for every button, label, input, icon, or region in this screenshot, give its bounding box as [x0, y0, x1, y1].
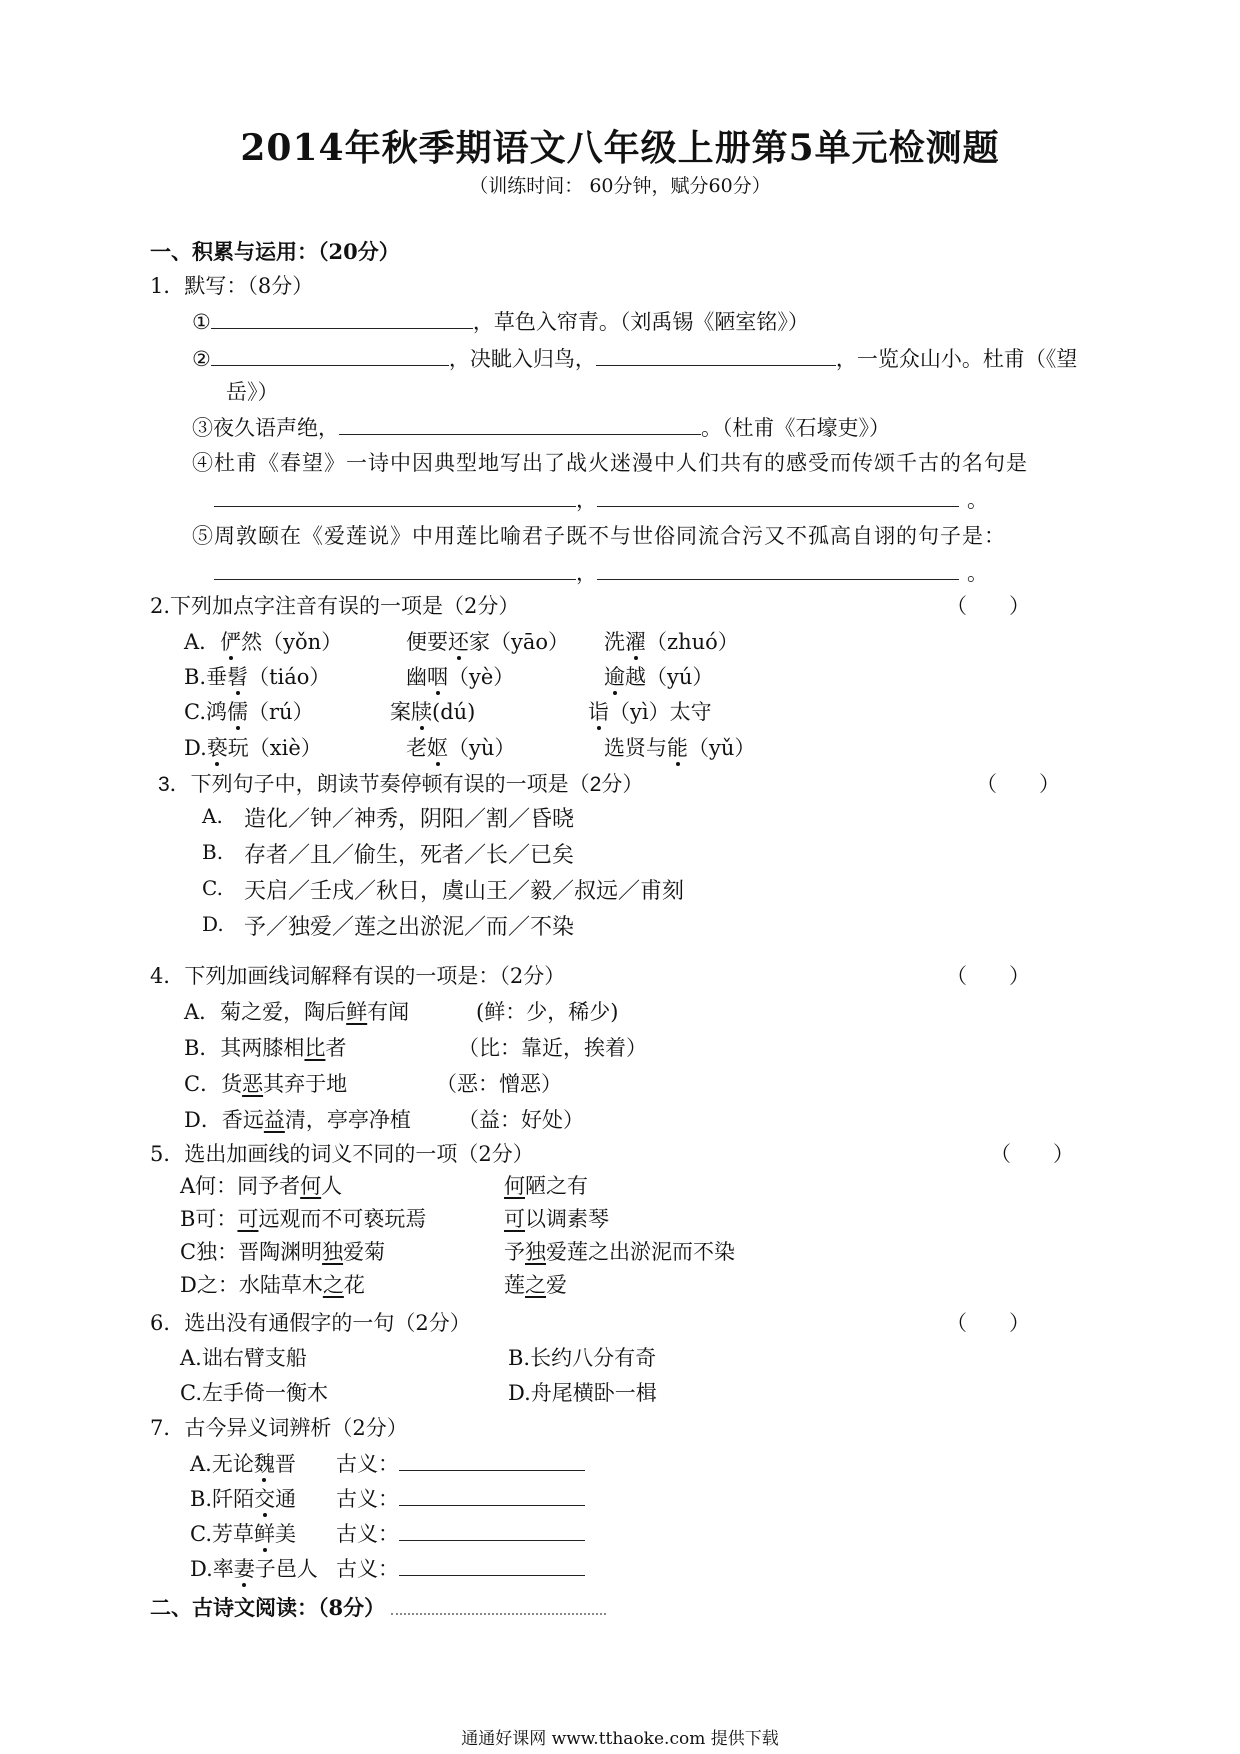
q1-item2-cont: 岳》）: [226, 380, 279, 404]
q2-d2-post: （yù）: [448, 736, 516, 760]
q2-c3-dot: 诣: [588, 700, 609, 724]
q5-a1-ul: 何: [300, 1174, 322, 1198]
page-subtitle: （训练时间： 60分钟，赋分60分）: [469, 175, 771, 197]
q4-option-d: [184, 1104, 411, 1134]
q2-d1-post: 玩（xiè）: [227, 736, 322, 760]
q1-item4-sep: ，: [576, 488, 597, 512]
q1-item5-sep: ，: [576, 561, 597, 585]
q5-c2-pre: 予: [504, 1240, 525, 1264]
q2-c2-dot: 牍: [411, 700, 432, 724]
q1-item1-num: ①: [192, 310, 211, 334]
q5-a1-post: 人: [321, 1174, 343, 1198]
q6-stem: 6．选出没有通假字的一句（2分）: [150, 1311, 471, 1335]
q1-item4-blank-1[interactable]: [214, 486, 576, 507]
q5-d2-pre: 莲: [504, 1273, 525, 1297]
q7-item-a-answer: [336, 1448, 585, 1478]
q7-d-dot: 妻: [233, 1557, 255, 1581]
q6-option-d: D.舟尾横卧一楫: [508, 1381, 657, 1405]
q2-c1-post: （rú）: [248, 700, 314, 724]
q7-d-post: 子邑人: [254, 1557, 318, 1581]
q5-b2-post: 以调素琴: [525, 1207, 609, 1231]
q5-option-c-1: [180, 1236, 385, 1266]
q3-option-d-label: D.: [202, 912, 224, 936]
q5-option-a-2: [504, 1170, 588, 1200]
q3-option-a-label: A.: [202, 804, 223, 828]
q2-b1-post: （tiáo）: [248, 665, 331, 689]
q5-option-d-2: [504, 1269, 567, 1299]
q7-c-dot: 鲜: [254, 1522, 275, 1546]
q2-option-c-3: [588, 696, 712, 726]
q1-item4-blank-2[interactable]: [597, 486, 959, 507]
q2-d3-post: （yǔ）: [688, 736, 756, 760]
q1-item5-end: 。: [967, 561, 988, 585]
q2-option-a-3: [604, 626, 739, 656]
q5-b2-ul: 可: [504, 1207, 525, 1231]
q2-c1-dot: 儒: [227, 700, 248, 724]
q6-option-b: B.长约八分有奇: [508, 1346, 657, 1370]
q1-item3-text-2: 。（杜甫《石壕吏》）: [701, 416, 890, 440]
q1-item1: [192, 306, 809, 336]
q2-option-b-2: [406, 661, 514, 691]
q2-c2-pre: 案: [390, 700, 411, 724]
q4-c-post: 其弃于地: [263, 1072, 348, 1096]
q7-d-pre: D.率: [190, 1557, 234, 1581]
q2-option-d-1: [184, 732, 322, 762]
q4-a-pre: A．菊之爱，陶后: [184, 1000, 347, 1024]
q2-option-a-1: [184, 626, 342, 656]
q7-a-gu-label: 古义：: [336, 1452, 399, 1476]
q2-a1-post: 然（yǒn）: [241, 630, 343, 654]
q7-item-c-answer: [336, 1518, 585, 1548]
q4-option-c: [184, 1068, 347, 1098]
q2-b1-pre: B.垂: [184, 665, 228, 689]
q3-option-c: 天启／壬戌／秋日，虞山王／毅／叔远／甫刻: [244, 878, 685, 903]
q4-b-pre: B．其两膝相: [184, 1036, 305, 1060]
q1-item4-end: 。: [967, 488, 988, 512]
q7-b-dot: 交: [254, 1487, 276, 1511]
q4-option-c-note: （恶：憎恶）: [436, 1072, 562, 1096]
q2-d3-pre: 选贤与: [604, 736, 667, 760]
q4-option-b: [184, 1032, 346, 1062]
q2-b2-dot: 咽: [427, 665, 448, 689]
q4-c-pre: C．货: [184, 1072, 243, 1096]
q5-option-c-2: [504, 1236, 735, 1266]
q5-b1-post: 远观而不可亵玩焉: [258, 1207, 427, 1231]
q5-a2-post: 陋之有: [525, 1174, 588, 1198]
q2-a2-post: 家（yāo）: [469, 630, 570, 654]
q5-c2-ul: 独: [525, 1240, 546, 1264]
q7-c-blank[interactable]: [399, 1520, 585, 1541]
q5-c1-ul: 独: [322, 1240, 344, 1264]
q6-answer-paren[interactable]: （ ）: [946, 1311, 1030, 1335]
q1-item3-blank[interactable]: [339, 414, 701, 435]
q1-item5-blank-1[interactable]: [214, 559, 576, 580]
q2-b2-pre: 幽: [406, 665, 427, 689]
q1-item1-blank[interactable]: [211, 308, 473, 329]
q5-a1-pre: A何：同予者: [180, 1174, 301, 1198]
q7-item-b-answer: [336, 1483, 585, 1513]
q1-item5-blank-2[interactable]: [597, 559, 959, 580]
q7-a-pre: A.无论: [190, 1452, 254, 1476]
q1-item2-text-2: ，一览众山小。杜甫（《望: [835, 347, 1078, 371]
q2-d1-pre: D.: [184, 736, 207, 760]
section-heading-1: 一、积累与运用：（20分）: [150, 239, 400, 264]
q2-a2-pre: 便要: [406, 630, 448, 654]
q4-option-b-note: （比：靠近，挨着）: [458, 1036, 647, 1060]
q1-item3: [192, 412, 890, 442]
q7-b-blank[interactable]: [399, 1485, 585, 1506]
q6-option-c: C.左手倚一衡木: [180, 1381, 328, 1405]
q3-option-a: 造化／钟／神秀，阴阳／割／昏晓: [244, 806, 575, 831]
q3-option-b: 存者／且／偷生，死者／长／已矣: [244, 842, 575, 867]
q2-a3-dot: 濯: [625, 630, 646, 654]
page-footer: 通通好课网 www.tthaoke.com 提供下载: [461, 1729, 779, 1749]
q5-option-b-2: [504, 1203, 609, 1233]
q5-stem: 5．选出加画线的词义不同的一项（2分）: [150, 1142, 534, 1166]
q1-item4-answer: [214, 484, 988, 514]
q4-a-post: 有闻: [367, 1000, 410, 1024]
q7-item-c: [190, 1518, 296, 1548]
q4-answer-paren[interactable]: （ ）: [946, 964, 1030, 988]
q7-c-gu-label: 古义：: [336, 1522, 399, 1546]
q2-d2-dot: 妪: [427, 736, 448, 760]
q7-a-post: 晋: [274, 1452, 296, 1476]
q4-b-ul: 比: [304, 1036, 326, 1060]
q4-d-pre: D．香远: [184, 1108, 264, 1132]
q2-option-d-3: [604, 732, 755, 762]
q4-option-a: [184, 996, 409, 1026]
section-heading-2-text: 二、古诗文阅读：（8分）: [150, 1595, 386, 1620]
q2-d3-dot: 能: [667, 736, 688, 760]
q7-item-d-answer: [336, 1553, 585, 1583]
q4-stem: 4．下列加画线词解释有误的一项是：（2分）: [150, 964, 566, 988]
section-heading-2: [150, 1592, 606, 1622]
q2-b3-dot: 逾: [604, 665, 625, 689]
q2-c3-post: （yì）太守: [609, 700, 712, 724]
q1-item5-answer: [214, 557, 988, 587]
q1-item5: ⑤周敦颐在《爱莲说》中用莲比喻君子既不与世俗同流合污又不孤高自诩的句子是：: [192, 524, 1006, 548]
q2-option-b-3: [604, 661, 713, 691]
q1-stem: 1．默写：（8分）: [150, 274, 314, 298]
q3-stem: 3．下列句子中，朗读节奏停顿有误的一项是（2分）: [158, 773, 644, 796]
q1-item2-blank-1[interactable]: [211, 345, 449, 366]
q7-item-a: [190, 1448, 296, 1478]
q7-b-pre: B.阡陌: [190, 1487, 255, 1511]
q5-answer-paren[interactable]: （ ）: [990, 1142, 1074, 1166]
q2-answer-paren[interactable]: （ ）: [946, 594, 1030, 618]
q2-option-b-1: [184, 661, 330, 691]
q5-d1-ul: 之: [322, 1273, 344, 1297]
q7-stem: 7．古今异义词辨析（2分）: [150, 1416, 408, 1440]
q4-d-post: 清，亭亭净植: [284, 1108, 411, 1132]
section-heading-2-dots: [391, 1599, 606, 1615]
q2-b1-dot: 髫: [227, 665, 249, 689]
q7-item-b: [190, 1483, 296, 1513]
q5-c2-post: 爱莲之出淤泥而不染: [546, 1240, 735, 1264]
q7-d-gu-label: 古义：: [336, 1557, 399, 1581]
q2-stem: 2.下列加点字注音有误的一项是（2分）: [150, 594, 520, 618]
q4-c-ul: 恶: [242, 1072, 264, 1096]
q1-item2-text-1: ，决眦入归鸟，: [448, 347, 596, 371]
q5-d2-ul: 之: [525, 1273, 546, 1297]
q7-item-d: [190, 1553, 318, 1583]
q6-option-a: A.诎右臂支船: [180, 1346, 307, 1370]
q5-d2-post: 爱: [546, 1273, 567, 1297]
q2-option-d-2: [406, 732, 515, 762]
q7-a-blank[interactable]: [399, 1450, 585, 1471]
q5-b1-ul: 可: [237, 1207, 259, 1231]
q3-answer-paren[interactable]: （ ）: [976, 772, 1060, 796]
q2-b3-post: 越（yú）: [625, 665, 714, 689]
q4-d-ul: 益: [263, 1108, 285, 1132]
q4-a-ul: 鲜: [346, 1000, 368, 1024]
q5-d1-post: 花: [343, 1273, 365, 1297]
q5-a2-ul: 何: [504, 1174, 525, 1198]
q1-item2-blank-2[interactable]: [596, 345, 836, 366]
q5-option-a-1: [180, 1170, 342, 1200]
q5-b1-pre: B可：: [180, 1207, 238, 1231]
q2-option-c-2: [390, 696, 475, 726]
q5-c1-pre: C独：晋陶渊明: [180, 1240, 323, 1264]
q1-item4: ④杜甫《春望》一诗中因典型地写出了战火迷漫中人们共有的感受而传颂千古的名句是: [192, 451, 1028, 475]
q2-a1-pre: A．: [184, 630, 221, 654]
q1-item2: [192, 343, 1077, 373]
q2-a3-post: （zhuó）: [646, 630, 739, 654]
q3-option-b-label: B.: [202, 840, 224, 864]
q2-option-a-2: [406, 626, 569, 656]
q2-d2-pre: 老: [406, 736, 427, 760]
q3-option-c-label: C.: [202, 876, 223, 900]
q7-c-post: 美: [275, 1522, 296, 1546]
q4-option-d-note: （益：好处）: [458, 1108, 584, 1132]
q4-b-post: 者: [325, 1036, 347, 1060]
q1-item2-num: ②: [192, 347, 211, 371]
q1-item3-text-1: ③夜久语声绝，: [192, 416, 339, 440]
q5-d1-pre: D之：水陆草木: [180, 1273, 323, 1297]
q7-b-post: 通: [275, 1487, 297, 1511]
q2-c2-post: (dú): [432, 700, 476, 724]
q3-option-d: 予／独爱／莲之出淤泥／而／不染: [244, 914, 575, 939]
q5-option-d-1: [180, 1269, 365, 1299]
q4-option-a-note: (鲜：少，稀少): [476, 1000, 619, 1024]
q5-option-b-1: [180, 1203, 426, 1233]
q2-c1-pre: C.鸿: [184, 700, 227, 724]
q5-c1-post: 爱菊: [343, 1240, 386, 1264]
q7-a-dot: 魏: [253, 1452, 275, 1476]
q1-item1-text: ，草色入帘青。（刘禹锡《陋室铭》）: [472, 310, 809, 334]
q2-a1-dot: 俨: [220, 630, 242, 654]
q7-d-blank[interactable]: [399, 1555, 585, 1576]
q2-a2-dot: 还: [448, 630, 469, 654]
q2-option-c-1: [184, 696, 314, 726]
q2-d1-dot: 亵: [206, 736, 228, 760]
q2-a3-pre: 洗: [604, 630, 625, 654]
q7-c-pre: C.芳草: [190, 1522, 254, 1546]
q2-b2-post: （yè）: [448, 665, 515, 689]
q7-b-gu-label: 古义：: [336, 1487, 399, 1511]
page-title: 2014年秋季期语文八年级上册第5单元检测题: [240, 127, 1000, 169]
